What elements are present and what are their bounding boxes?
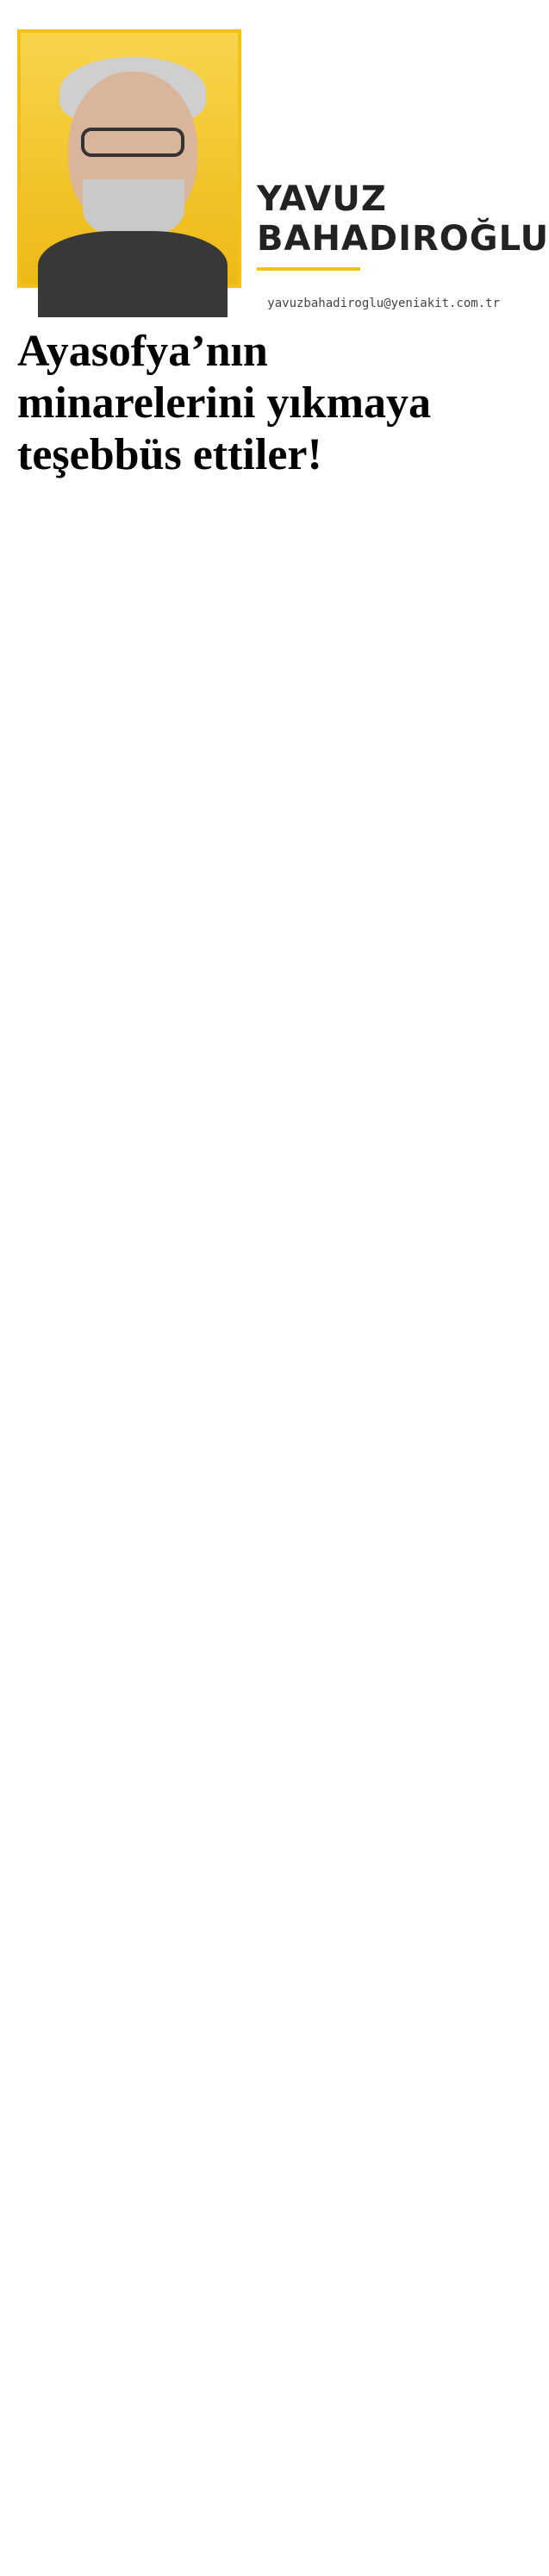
author-name-line1: YAVUZ (257, 179, 387, 219)
author-accent-rule (257, 267, 360, 271)
article-headline: Ayasofya’nın minarelerini yıkmaya teşebbüs ettiler! (17, 327, 432, 479)
author-name-line2: BAHADIROĞLU (257, 219, 549, 259)
column-header (17, 12, 549, 288)
author-email: yavuzbahadiroglu@yeniakit.com.tr (267, 297, 500, 310)
author-block (241, 179, 549, 288)
author-photo (17, 29, 241, 288)
